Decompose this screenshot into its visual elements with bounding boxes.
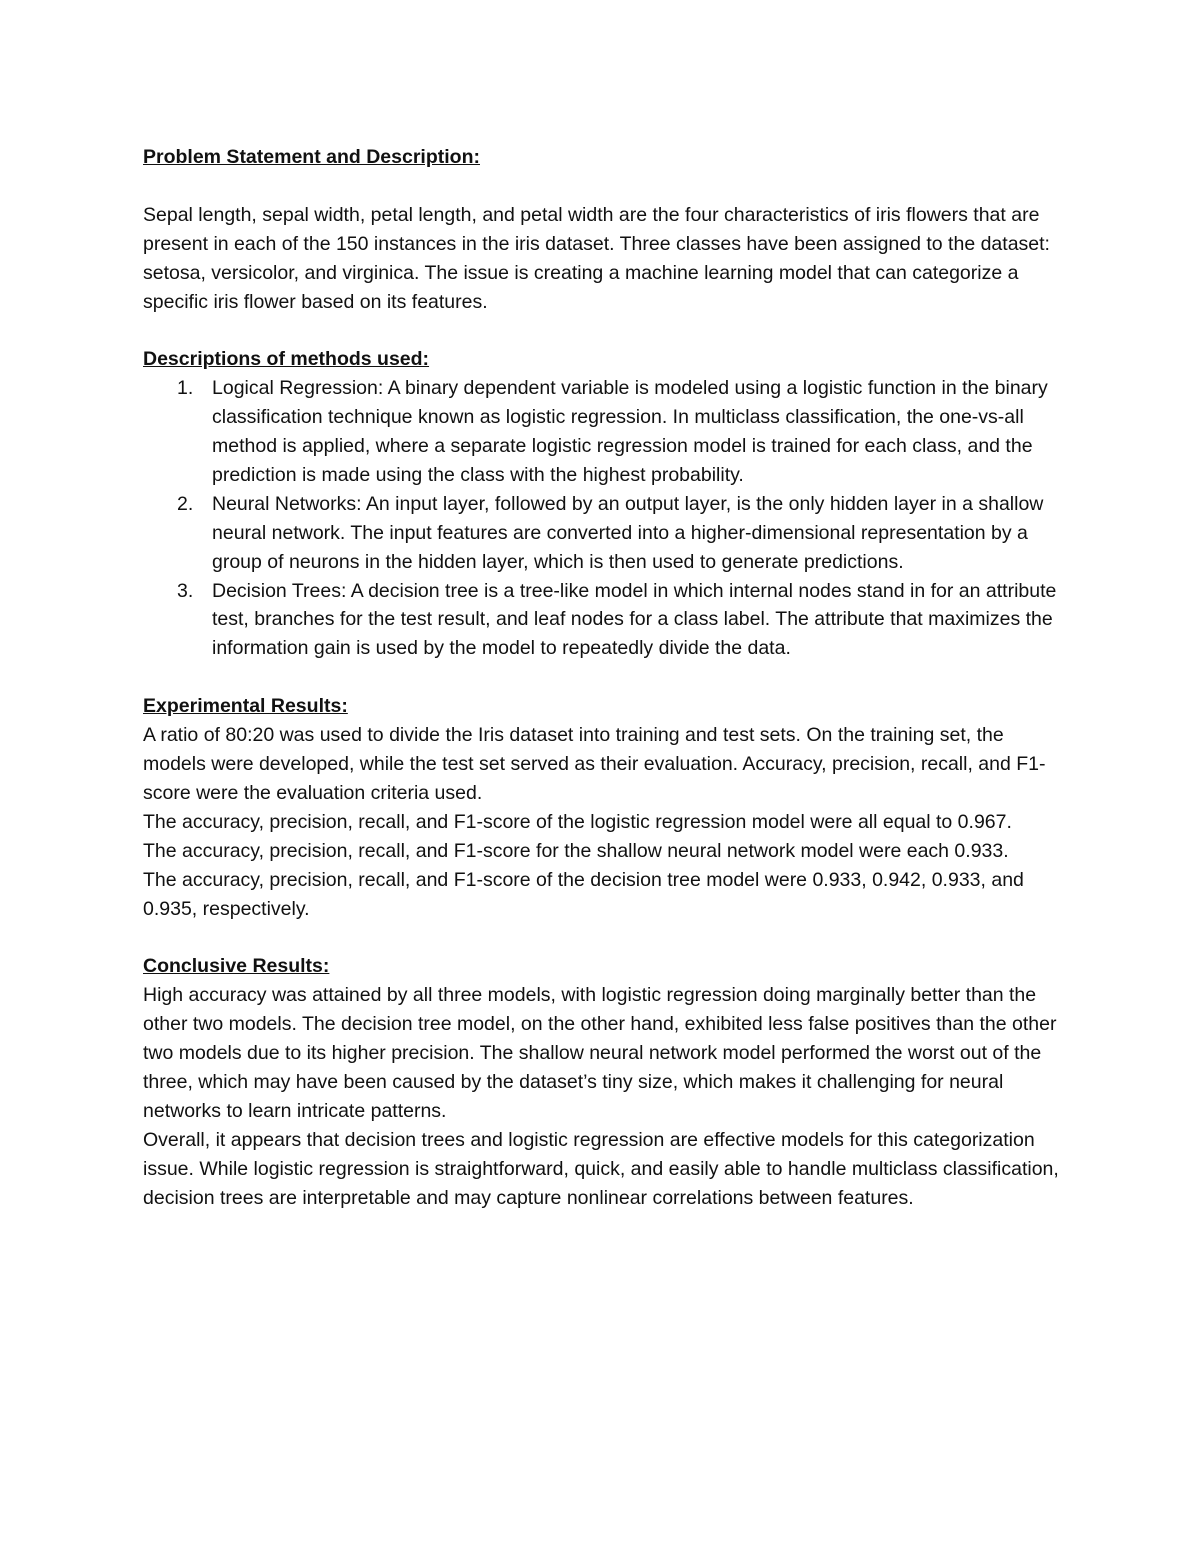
method-number: 3. bbox=[177, 579, 194, 602]
methods-list bbox=[143, 374, 1063, 663]
experimental-paragraph: The accuracy, precision, recall, and F1-score of the decision tree model were 0.933, 0.942, 0.933, and 0.935, respectively. bbox=[143, 868, 1024, 920]
method-item bbox=[143, 577, 1063, 664]
experimental-paragraph: A ratio of 80:20 was used to divide the Iris dataset into training and test sets. On the training set, the models were developed, while the test set served as their evaluation. Accuracy, precision, recall, and F1-score were the evaluation criteria used. bbox=[143, 724, 1046, 804]
spacer bbox=[143, 316, 1063, 345]
problem-body: Sepal length, sepal width, petal length, and petal width are the four characteristics of iris flowers that are present in each of the 150 instances in the iris dataset. Three classes have been assigned to the dataset: setosa, versicolor, and virginica. The issue is creating a machine learning model that can categorize a specific iris flower based on its features. bbox=[143, 203, 1050, 313]
methods-heading: Descriptions of methods used: bbox=[143, 348, 430, 371]
document-page bbox=[143, 143, 1063, 1212]
method-number: 1. bbox=[177, 377, 194, 400]
experimental-paragraph: The accuracy, precision, recall, and F1-score of the logistic regression model were all equal to 0.967. bbox=[143, 810, 1012, 833]
spacer bbox=[143, 923, 1063, 952]
problem-heading: Problem Statement and Description: bbox=[143, 146, 480, 168]
method-number: 2. bbox=[177, 492, 194, 515]
method-text: Neural Networks: An input layer, followed by an output layer, is the only hidden layer in a shallow neural network. The input features are converted into a higher-dimensional representation by a group of neurons in the hidden layer, which is then used to generate predictions. bbox=[212, 492, 1044, 573]
spacer bbox=[143, 663, 1063, 692]
method-text: Decision Trees: A decision tree is a tree-like model in which internal nodes stand in for an attribute test, branches for the test result, and leaf nodes for a class label. The attribute that maximizes the information gain is used by the model to repeatedly divide the data. bbox=[212, 579, 1057, 660]
experimental-heading: Experimental Results: bbox=[143, 695, 348, 718]
spacer bbox=[143, 172, 1063, 201]
experimental-paragraph: The accuracy, precision, recall, and F1-score for the shallow neural network model were each 0.933. bbox=[143, 839, 1009, 862]
method-text: Logical Regression: A binary dependent variable is modeled using a logistic function in the binary classification technique known as logistic regression. In multiclass classification, the one-vs-all method is applied, where a separate logistic regression model is trained for each class, and the prediction is made using the class with the highest probability. bbox=[212, 377, 1048, 486]
conclusive-heading: Conclusive Results: bbox=[143, 955, 330, 978]
conclusive-paragraph: Overall, it appears that decision trees and logistic regression are effective models for this categorization issue. While logistic regression is straightforward, quick, and easily able to handle multiclass classification, decision trees are interpretable and may capture nonlinear correlations between features. bbox=[143, 1128, 1059, 1209]
method-item bbox=[143, 374, 1063, 490]
conclusive-paragraph: High accuracy was attained by all three models, with logistic regression doing marginally better than the other two models. The decision tree model, on the other hand, exhibited less false positives than the other two models due to its higher precision. The shallow neural network model performed the worst out of the three, which may have been caused by the dataset’s tiny size, which makes it challenging for neural networks to learn intricate patterns. bbox=[143, 984, 1057, 1122]
method-item bbox=[143, 490, 1063, 577]
